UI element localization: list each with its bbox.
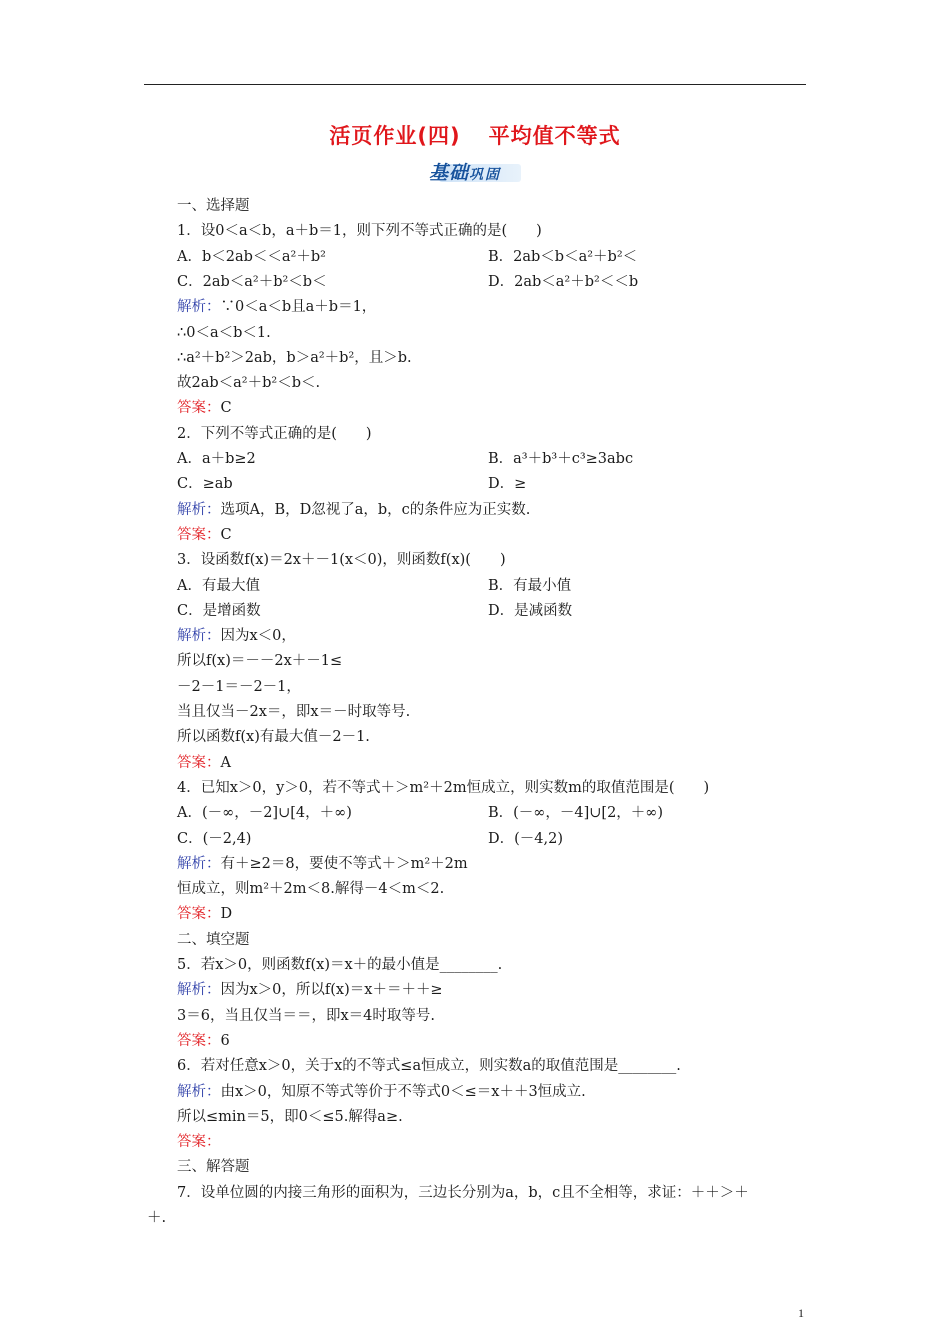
line-text: 一、选择题 bbox=[177, 198, 250, 214]
solution-line bbox=[177, 297, 376, 317]
text-line bbox=[177, 1056, 681, 1076]
line-text: ＋. bbox=[147, 1210, 167, 1226]
text-line bbox=[177, 1107, 403, 1127]
line-text: 恒成立，则m²＋2m＜8.解得－4＜m＜2. bbox=[177, 881, 445, 897]
text-line bbox=[177, 373, 320, 393]
solution-label: 解析： bbox=[177, 856, 221, 872]
text-line bbox=[177, 348, 412, 368]
line-text: 三、解答题 bbox=[177, 1159, 250, 1175]
text-line bbox=[177, 221, 542, 241]
option-right: B．(－∞，－4]∪[2，＋∞) bbox=[488, 805, 664, 821]
section-badge bbox=[425, 158, 525, 186]
line-text: D bbox=[220, 906, 233, 922]
option-right: D．≥ bbox=[488, 476, 527, 492]
answer-line bbox=[177, 753, 231, 773]
text-line bbox=[177, 879, 444, 899]
text-line bbox=[177, 702, 410, 722]
answer-line bbox=[177, 904, 232, 924]
line-text: ∴0＜a＜b＜1. bbox=[177, 325, 271, 341]
text-line bbox=[177, 424, 372, 444]
line-text: 有＋≥2＝8，要使不等式＋＞m²＋2m bbox=[220, 856, 468, 872]
text-line bbox=[177, 727, 370, 747]
answer-line bbox=[177, 398, 232, 418]
text-line bbox=[177, 1157, 250, 1177]
solution-line bbox=[177, 854, 468, 874]
line-text: A bbox=[220, 755, 231, 771]
line-text: 7．设单位圆的内接三角形的面积为，三边长分别为a，b，c且不全相等，求证：＋＋＞＋ bbox=[177, 1185, 749, 1201]
line-text: 6 bbox=[220, 1033, 230, 1049]
text-line bbox=[177, 1006, 435, 1026]
solution-label: 解析： bbox=[177, 982, 221, 998]
line-text: 所以函数f(x)有最大值－2－1. bbox=[177, 729, 370, 745]
text-line bbox=[177, 778, 709, 798]
answer-label: 答案： bbox=[177, 1134, 221, 1150]
solution-label: 解析： bbox=[177, 502, 221, 518]
line-text: 由x＞0，知原不等式等价于不等式0＜≤＝x＋＋3恒成立. bbox=[220, 1084, 586, 1100]
option-left: A．a＋b≥2 bbox=[177, 451, 256, 467]
text-line bbox=[177, 677, 301, 697]
line-text: －2－1＝－2－1， bbox=[177, 679, 301, 695]
text-line bbox=[177, 930, 250, 950]
line-text: 3＝6，当且仅当＝＝，即x＝4时取等号. bbox=[177, 1008, 435, 1024]
line-text: C bbox=[220, 400, 232, 416]
text-line bbox=[147, 1208, 166, 1228]
line-text: 故2ab＜a²＋b²＜b＜. bbox=[177, 375, 321, 391]
answer-label: 答案： bbox=[177, 1033, 221, 1049]
line-text: 二、填空题 bbox=[177, 932, 250, 948]
solution-line bbox=[177, 980, 443, 1000]
option-left: C．≥ab bbox=[177, 476, 233, 492]
answer-line bbox=[177, 525, 232, 545]
line-text: C bbox=[220, 527, 232, 543]
solution-line bbox=[177, 626, 296, 646]
option-left: A．b＜2ab＜＜a²＋b² bbox=[177, 249, 326, 265]
line-text: 选项A，B，D忽视了a，b，c的条件应为正实数. bbox=[220, 502, 531, 518]
text-line bbox=[177, 196, 250, 216]
solution-label: 解析： bbox=[177, 628, 221, 644]
answer-line bbox=[177, 1031, 230, 1051]
answer-line bbox=[177, 1132, 221, 1152]
option-right: B．有最小值 bbox=[488, 578, 572, 594]
option-left: A．有最大值 bbox=[177, 578, 260, 594]
option-left: A．(－∞，－2]∪[4，＋∞) bbox=[177, 805, 352, 821]
page-number: 1 bbox=[798, 1306, 804, 1320]
title-right: 平均值不等式 bbox=[488, 124, 621, 148]
option-right: B．2ab＜b＜a²＋b²＜ bbox=[488, 249, 638, 265]
solution-line bbox=[177, 500, 530, 520]
line-text: ∵0＜a＜b且a＋b＝1， bbox=[220, 299, 377, 315]
line-text: 4．已知x＞0，y＞0，若不等式＋＞m²＋2m恒成立，则实数m的取值范围是( ) bbox=[177, 780, 710, 796]
solution-line bbox=[177, 1082, 586, 1102]
option-right: D．2ab＜a²＋b²＜＜b bbox=[488, 274, 639, 290]
line-text: 因为x＜0， bbox=[220, 628, 296, 644]
line-text: 所以f(x)＝－－2x＋－1≤ bbox=[177, 653, 343, 669]
badge-text: 基础巩固 bbox=[429, 162, 502, 184]
option-left: C．是增函数 bbox=[177, 603, 261, 619]
line-text: ∴a²＋b²＞2ab，b＞a²＋b²，且＞b. bbox=[177, 350, 412, 366]
solution-label: 解析： bbox=[177, 299, 221, 315]
line-text: 5．若x＞0，则函数f(x)＝x＋的最小值是________. bbox=[177, 957, 503, 973]
option-right: D．是减函数 bbox=[488, 603, 573, 619]
line-text: 6．若对任意x＞0，关于x的不等式≤a恒成立，则实数a的取值范围是________. bbox=[177, 1058, 681, 1074]
answer-label: 答案： bbox=[177, 906, 221, 922]
answer-label: 答案： bbox=[177, 527, 221, 543]
option-right: D．(－4,2) bbox=[488, 831, 563, 847]
line-text: 1．设0＜a＜b，a＋b＝1，则下列不等式正确的是( ) bbox=[177, 223, 542, 239]
line-text: 当且仅当－2x＝，即x＝－时取等号. bbox=[177, 704, 411, 720]
text-line bbox=[177, 651, 342, 671]
answer-label: 答案： bbox=[177, 400, 221, 416]
text-line bbox=[177, 955, 502, 975]
line-text: 2．下列不等式正确的是( ) bbox=[177, 426, 372, 442]
answer-label: 答案： bbox=[177, 755, 221, 771]
option-right: B．a³＋b³＋c³≥3abc bbox=[488, 451, 634, 467]
option-left: C．(－2,4) bbox=[177, 831, 252, 847]
line-text: 3．设函数f(x)＝2x＋－1(x＜0)，则函数f(x)( ) bbox=[177, 552, 506, 568]
option-left: C．2ab＜a²＋b²＜b＜ bbox=[177, 274, 327, 290]
text-line bbox=[177, 550, 506, 570]
title-left: 活页作业(四) bbox=[329, 124, 461, 148]
line-text: 因为x＞0，所以f(x)＝x＋＝＋＋≥ bbox=[220, 982, 443, 998]
text-line bbox=[177, 1183, 749, 1203]
solution-label: 解析： bbox=[177, 1084, 221, 1100]
header-rule bbox=[144, 84, 806, 85]
text-line bbox=[177, 323, 271, 343]
line-text: 所以≤min＝5，即0＜≤5.解得a≥. bbox=[177, 1109, 403, 1125]
page-title bbox=[0, 120, 950, 150]
